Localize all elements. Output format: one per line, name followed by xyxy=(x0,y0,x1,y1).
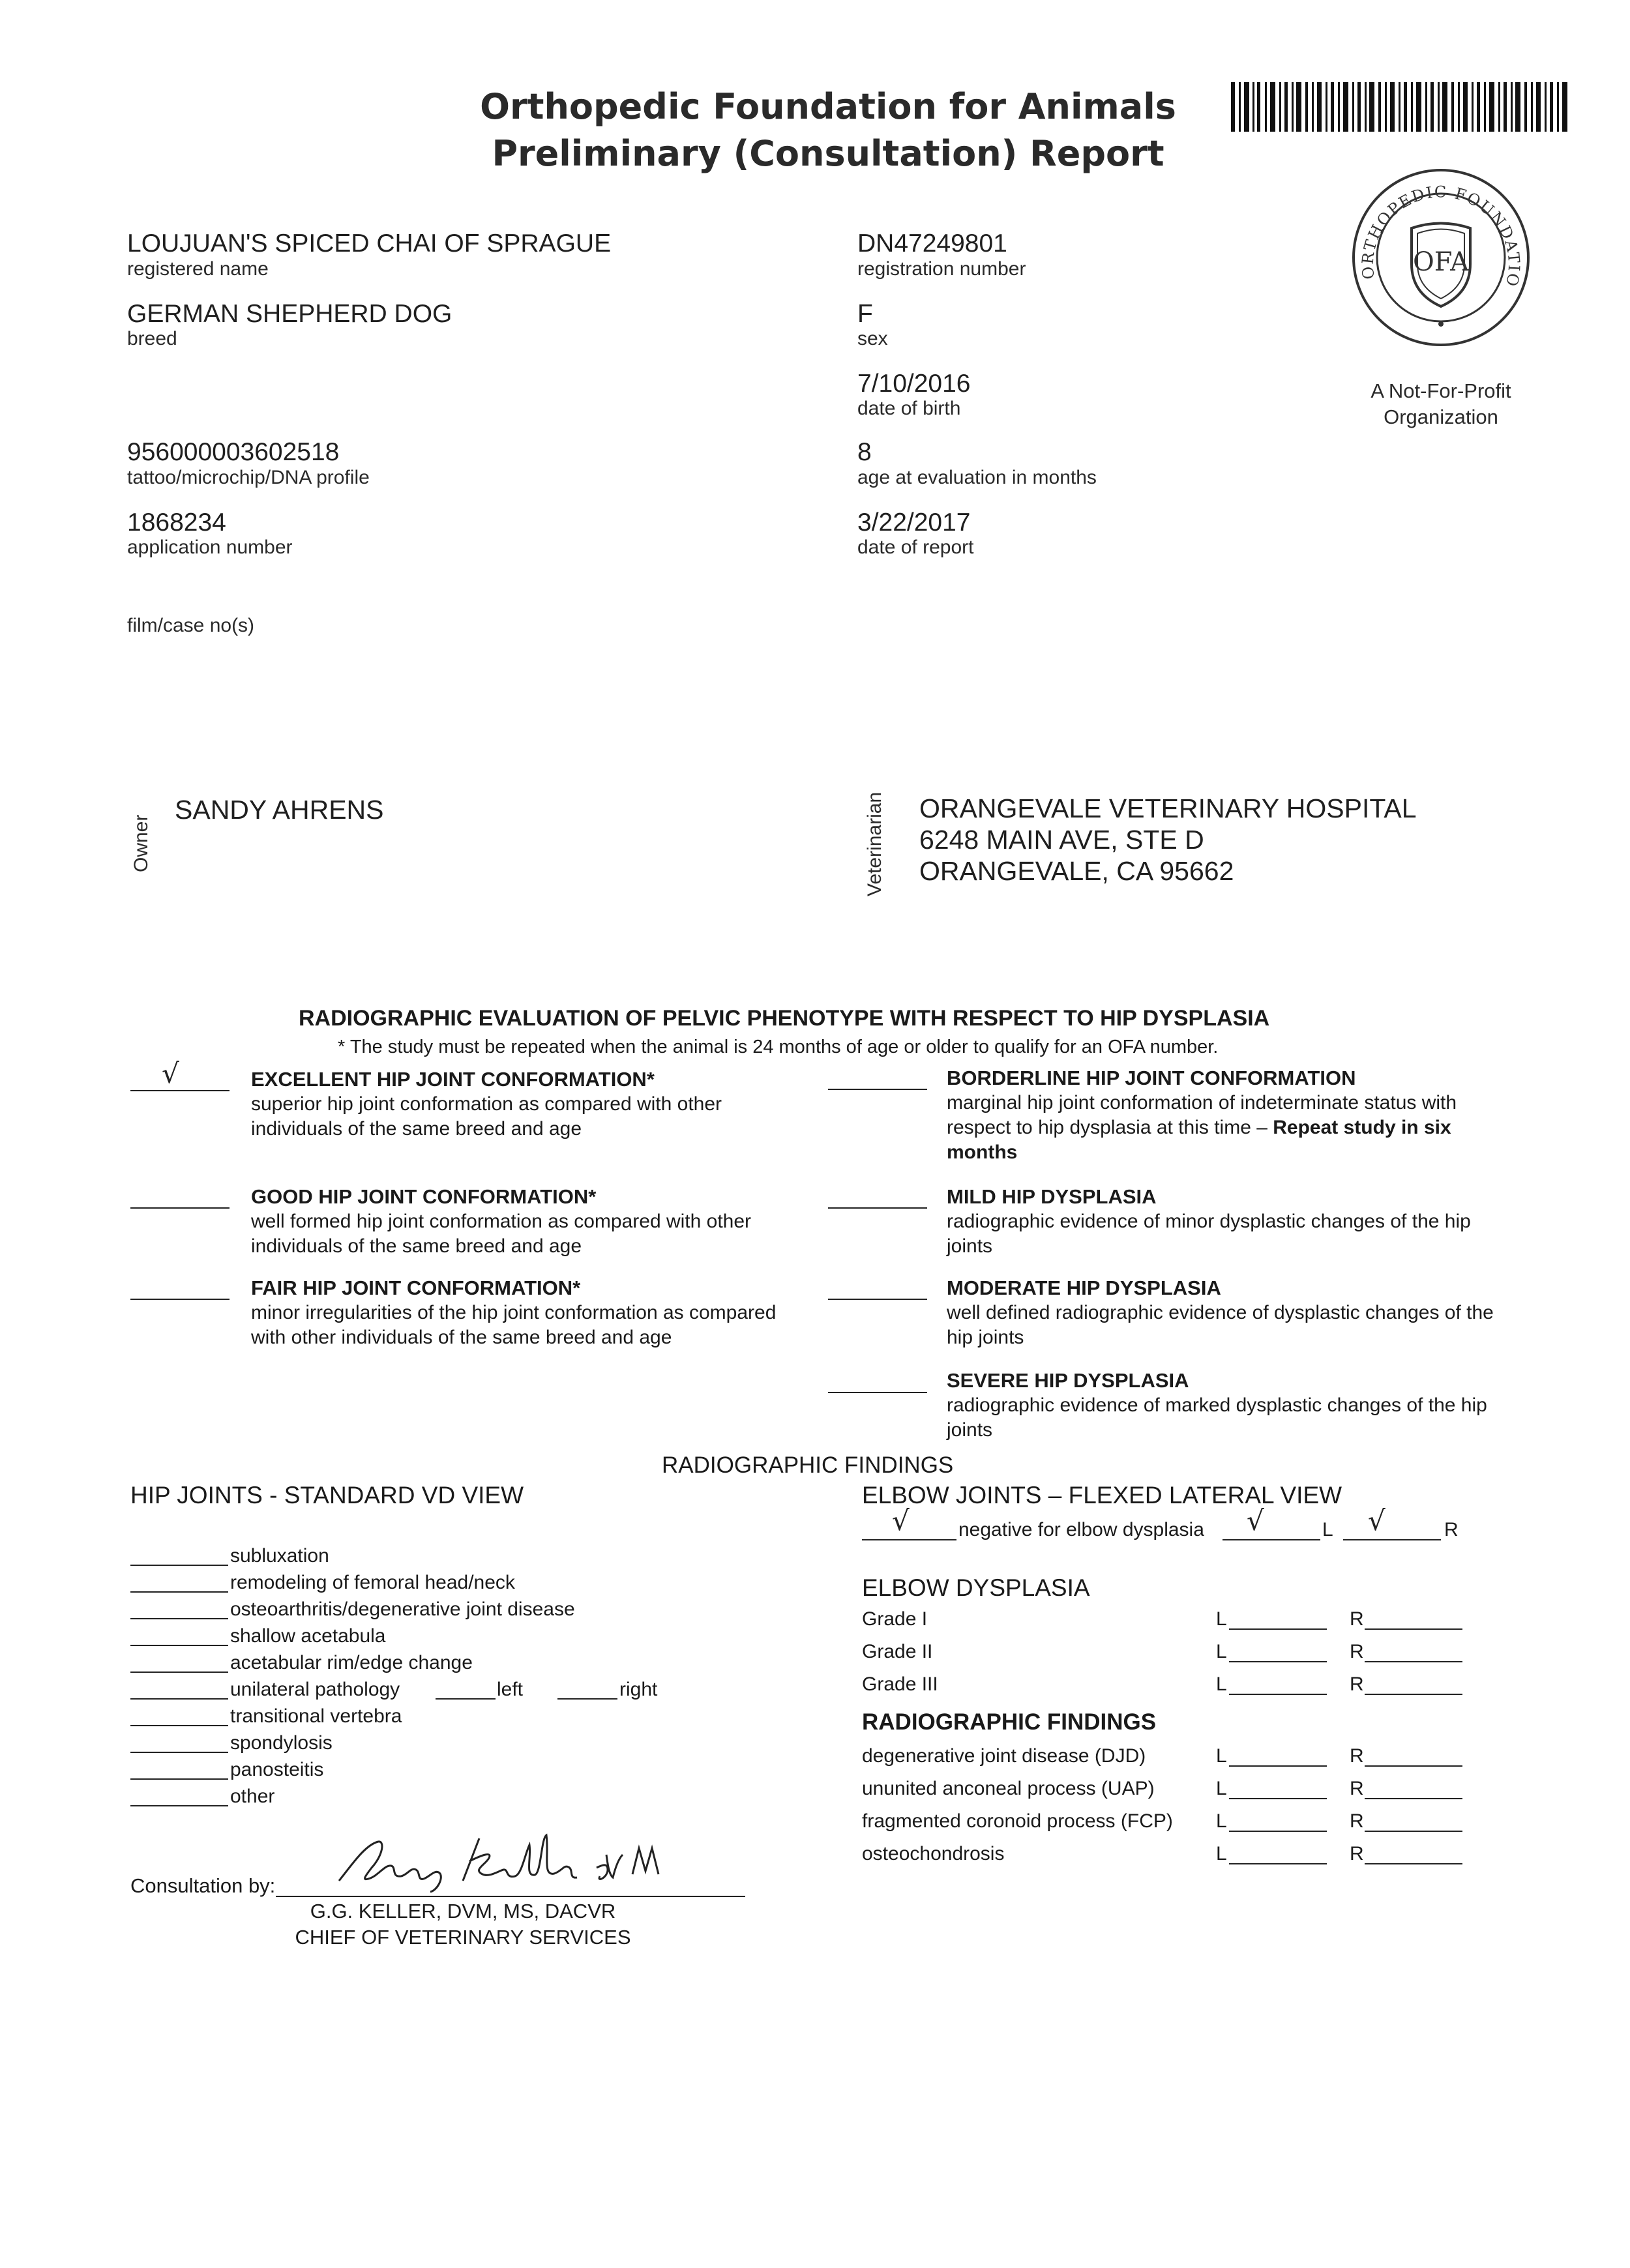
option-borderline-desc-bold: Repeat study in six months xyxy=(947,1117,1451,1163)
report-title xyxy=(404,83,1252,177)
rf-l-label: L xyxy=(1216,1843,1227,1864)
option-severe-title: SEVERE HIP DYSPLASIA xyxy=(947,1369,1189,1392)
rf-l-line xyxy=(1229,1863,1327,1864)
veterinarian-line-1: ORANGEVALE VETERINARY HOSPITAL xyxy=(919,793,1417,823)
rf-item: degenerative joint disease (DJD) xyxy=(862,1745,1146,1767)
handwritten-signature xyxy=(326,1819,691,1897)
seal-caption xyxy=(1356,378,1526,430)
veterinarian-address xyxy=(919,793,1417,887)
grade-label: Grade I xyxy=(862,1608,928,1630)
hip-item-line xyxy=(130,1752,228,1753)
elbow-heading: ELBOW JOINTS – FLEXED LATERAL VIEW xyxy=(862,1482,1342,1509)
grade-r-label: R xyxy=(1350,1608,1364,1630)
title-line-2: Preliminary (Consultation) Report xyxy=(492,133,1164,174)
age-months-value: 8 xyxy=(857,438,872,466)
rf-l-label: L xyxy=(1216,1745,1227,1767)
elbow-right-label: R xyxy=(1444,1519,1459,1540)
application-number-label: application number xyxy=(127,537,293,558)
option-fair-title: FAIR HIP JOINT CONFORMATION* xyxy=(251,1276,581,1299)
elbow-negative-label: negative for elbow dysplasia xyxy=(958,1519,1204,1540)
option-excellent-line xyxy=(130,1090,230,1091)
ofa-seal xyxy=(1350,166,1532,349)
findings-heading: RADIOGRAPHIC FINDINGS xyxy=(662,1452,954,1478)
hip-item-line xyxy=(130,1805,228,1806)
registration-number-value: DN47249801 xyxy=(857,229,1007,258)
grade-label: Grade II xyxy=(862,1641,933,1662)
grade-l-label: L xyxy=(1216,1608,1227,1630)
veterinarian-line-2: 6248 MAIN AVE, STE D xyxy=(919,825,1204,855)
rf-l-label: L xyxy=(1216,1778,1227,1799)
rf-r-label: R xyxy=(1350,1745,1364,1767)
option-excellent-title: EXCELLENT HIP JOINT CONFORMATION* xyxy=(251,1068,655,1091)
unilateral-right-label: right xyxy=(619,1679,658,1700)
option-good-desc: well formed hip joint conformation as compared with other individuals of the same breed and age xyxy=(251,1211,752,1257)
title-line-1: Orthopedic Foundation for Animals xyxy=(480,86,1176,127)
veterinarian-line-3: ORANGEVALE, CA 95662 xyxy=(919,856,1234,886)
elbow-right-check: √ xyxy=(1368,1505,1386,1537)
option-mild-title: MILD HIP DYSPLASIA xyxy=(947,1185,1157,1208)
registered-name-label: registered name xyxy=(127,258,269,280)
hip-item: subluxation xyxy=(230,1545,329,1567)
evaluation-note: * The study must be repeated when the animal is 24 months of age or older to qualify for an OFA number. xyxy=(338,1037,1219,1057)
hip-item-line xyxy=(130,1778,228,1780)
grade-r-label: R xyxy=(1350,1641,1364,1662)
barcode-graphic xyxy=(1231,82,1570,132)
option-severe-desc: radiographic evidence of marked dysplastic changes of the hip joints xyxy=(947,1394,1487,1441)
rf-l-line xyxy=(1229,1831,1327,1832)
hip-item-line xyxy=(130,1565,228,1566)
option-good-line xyxy=(130,1207,230,1209)
rf-r-line xyxy=(1365,1798,1462,1799)
option-borderline-title: BORDERLINE HIP JOINT CONFORMATION xyxy=(947,1067,1356,1089)
hip-item-line xyxy=(130,1645,228,1646)
film-case-label: film/case no(s) xyxy=(127,615,255,636)
hip-item: transitional vertebra xyxy=(230,1705,402,1727)
unilateral-left-line xyxy=(436,1698,496,1700)
microchip-label: tattoo/microchip/DNA profile xyxy=(127,467,370,488)
option-excellent-desc: superior hip joint conformation as compared with other individuals of the same breed and age xyxy=(251,1093,722,1140)
rf-r-label: R xyxy=(1350,1778,1364,1799)
breed-label: breed xyxy=(127,328,177,349)
veterinarian-side-label: Veterinarian xyxy=(864,791,885,896)
rf-r-label: R xyxy=(1350,1810,1364,1832)
elbow-negative-line xyxy=(862,1539,956,1540)
hip-item-line xyxy=(130,1618,228,1619)
grade-label: Grade III xyxy=(862,1673,938,1695)
hip-item: acetabular rim/edge change xyxy=(230,1652,473,1673)
barcode xyxy=(1231,82,1570,132)
grade-r-line xyxy=(1365,1694,1462,1695)
option-borderline-line xyxy=(828,1089,927,1090)
elbow-negative-check: √ xyxy=(892,1505,910,1537)
elbow-left-check: √ xyxy=(1247,1505,1264,1537)
hip-item: shallow acetabula xyxy=(230,1625,386,1647)
hip-heading: HIP JOINTS - STANDARD VD VIEW xyxy=(130,1482,524,1509)
rf-heading: RADIOGRAPHIC FINDINGS xyxy=(862,1709,1157,1735)
option-moderate-title: MODERATE HIP DYSPLASIA xyxy=(947,1276,1221,1299)
rf-r-line xyxy=(1365,1831,1462,1832)
rf-item: ununited anconeal process (UAP) xyxy=(862,1778,1155,1799)
date-of-report-value: 3/22/2017 xyxy=(857,508,971,537)
rf-l-label: L xyxy=(1216,1810,1227,1832)
microchip-value: 956000003602518 xyxy=(127,438,340,466)
option-fair-desc: minor irregularities of the hip joint conformation as compared with other individuals of the same breed and age xyxy=(251,1302,777,1348)
seal-text: ORTHOPEDIC FOUNDATIO xyxy=(1358,183,1524,289)
sex-label: sex xyxy=(857,328,888,349)
option-severe-line xyxy=(828,1392,927,1393)
unilateral-right-line xyxy=(557,1698,617,1700)
owner-side-label: Owner xyxy=(130,814,152,872)
ofa-seal-graphic xyxy=(1350,166,1532,349)
hip-item-line xyxy=(130,1591,228,1593)
option-borderline-desc-text: marginal hip joint conformation of indeterminate status with respect to hip dysplasia at this time – xyxy=(947,1092,1457,1138)
signer-block xyxy=(287,1898,639,1951)
rf-l-line xyxy=(1229,1765,1327,1767)
option-mild-desc: radiographic evidence of minor dysplastic changes of the hip joints xyxy=(947,1211,1471,1257)
option-fair-line xyxy=(130,1299,230,1300)
rf-item: osteochondrosis xyxy=(862,1843,1005,1864)
grade-l-line xyxy=(1229,1661,1327,1662)
application-number-value: 1868234 xyxy=(127,508,226,537)
rf-r-line xyxy=(1365,1863,1462,1864)
elbow-dysplasia-heading: ELBOW DYSPLASIA xyxy=(862,1574,1090,1601)
option-good-title: GOOD HIP JOINT CONFORMATION* xyxy=(251,1185,597,1208)
evaluation-heading: RADIOGRAPHIC EVALUATION OF PELVIC PHENOTYPE WITH RESPECT TO HIP DYSPLASIA xyxy=(299,1006,1270,1031)
age-months-label: age at evaluation in months xyxy=(857,467,1097,488)
hip-item: unilateral pathology xyxy=(230,1679,400,1700)
date-of-report-label: date of report xyxy=(857,537,974,558)
grade-r-line xyxy=(1365,1628,1462,1630)
hip-item: spondylosis xyxy=(230,1732,333,1754)
rf-r-label: R xyxy=(1350,1843,1364,1864)
seal-caption-line-1: A Not-For-Profit xyxy=(1371,379,1511,402)
hip-item: osteoarthritis/degenerative joint disease xyxy=(230,1598,575,1620)
consultation-label: Consultation by: xyxy=(130,1874,276,1897)
grade-l-line xyxy=(1229,1694,1327,1695)
grade-l-line xyxy=(1229,1628,1327,1630)
signature-graphic xyxy=(326,1819,691,1897)
elbow-right-line xyxy=(1343,1539,1441,1540)
hip-item-line xyxy=(130,1725,228,1726)
grade-r-label: R xyxy=(1350,1673,1364,1695)
option-borderline-desc xyxy=(947,1091,1481,1165)
signer-name: G.G. KELLER, DVM, MS, DACVR xyxy=(310,1900,616,1922)
hip-item: panosteitis xyxy=(230,1759,324,1780)
hip-item-line xyxy=(130,1672,228,1673)
option-excellent-check: √ xyxy=(162,1057,179,1089)
unilateral-left-label: left xyxy=(497,1679,524,1700)
date-of-birth-value: 7/10/2016 xyxy=(857,370,971,398)
seal-badge: OFA xyxy=(1413,247,1469,277)
rf-r-line xyxy=(1365,1765,1462,1767)
hip-item-line xyxy=(130,1698,228,1700)
sex-value: F xyxy=(857,300,873,328)
date-of-birth-label: date of birth xyxy=(857,398,961,419)
registered-name-value: LOUJUAN'S SPICED CHAI OF SPRAGUE xyxy=(127,229,612,258)
grade-l-label: L xyxy=(1216,1673,1227,1695)
grade-r-line xyxy=(1365,1661,1462,1662)
grade-l-label: L xyxy=(1216,1641,1227,1662)
breed-value: GERMAN SHEPHERD DOG xyxy=(127,300,452,328)
owner-name: SANDY AHRENS xyxy=(175,795,384,825)
option-mild-line xyxy=(828,1207,927,1209)
rf-item: fragmented coronoid process (FCP) xyxy=(862,1810,1173,1832)
hip-item: other xyxy=(230,1786,275,1807)
registration-number-label: registration number xyxy=(857,258,1026,280)
signer-title: CHIEF OF VETERINARY SERVICES xyxy=(295,1926,631,1949)
option-moderate-desc: well defined radiographic evidence of dysplastic changes of the hip joints xyxy=(947,1302,1494,1348)
rf-l-line xyxy=(1229,1798,1327,1799)
hip-item: remodeling of femoral head/neck xyxy=(230,1572,515,1593)
elbow-left-label: L xyxy=(1322,1519,1333,1540)
elbow-left-line xyxy=(1222,1539,1320,1540)
seal-caption-line-2: Organization xyxy=(1384,405,1498,428)
option-moderate-line xyxy=(828,1299,927,1300)
